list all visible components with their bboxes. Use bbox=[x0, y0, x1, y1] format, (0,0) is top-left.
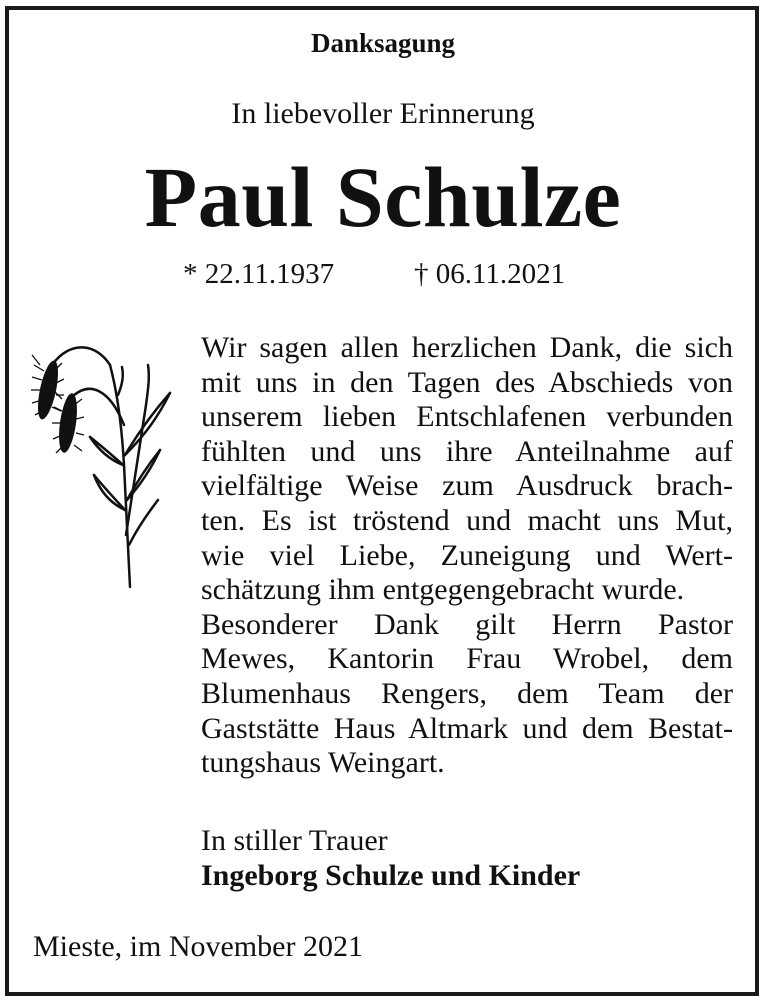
subtitle: In liebevoller Erinnerung bbox=[231, 97, 535, 130]
message-line: vielfältige Weise zum Ausdruck brach- bbox=[201, 469, 733, 503]
thank-you-message bbox=[201, 331, 733, 781]
closing-phrase: In stiller Trauer bbox=[201, 824, 388, 857]
birth-date: * 22.11.1937 bbox=[183, 258, 335, 290]
message-line: tungshaus Weingart. bbox=[201, 746, 445, 780]
message-line: wie viel Liebe, Zuneigung und Wert- bbox=[201, 538, 733, 572]
deceased-name: Paul Schulze bbox=[144, 149, 622, 245]
place-and-date: Mieste, im November 2021 bbox=[33, 930, 363, 963]
message-line: ten. Es ist tröstend und macht uns Mut, bbox=[201, 503, 733, 537]
heading: Danksagung bbox=[310, 28, 456, 58]
message-line: Wir sagen allen herzlichen Dank, die sich bbox=[201, 331, 733, 364]
death-date: † 06.11.2021 bbox=[414, 258, 566, 290]
wheat-ears-icon bbox=[30, 335, 180, 595]
message-line: unserem lieben Entschlafenen verbunden bbox=[201, 400, 733, 434]
message-line: schätzung ihm entgegengebracht wurde. bbox=[201, 573, 685, 607]
message-line: fühlten und uns ihre Anteilnahme auf bbox=[201, 434, 733, 468]
message-line: mit uns in den Tagen des Abschieds von bbox=[201, 365, 733, 399]
message-line: Mewes, Kantorin Frau Wrobel, dem bbox=[201, 642, 733, 676]
message-line: Blumenhaus Rengers, dem Team der bbox=[201, 676, 733, 710]
message-line: Gaststätte Haus Altmark und dem Bestat- bbox=[201, 711, 733, 745]
message-line: Besonderer Dank gilt Herrn Pastor bbox=[201, 607, 733, 641]
signers: Ingeborg Schulze und Kinder bbox=[201, 859, 581, 892]
